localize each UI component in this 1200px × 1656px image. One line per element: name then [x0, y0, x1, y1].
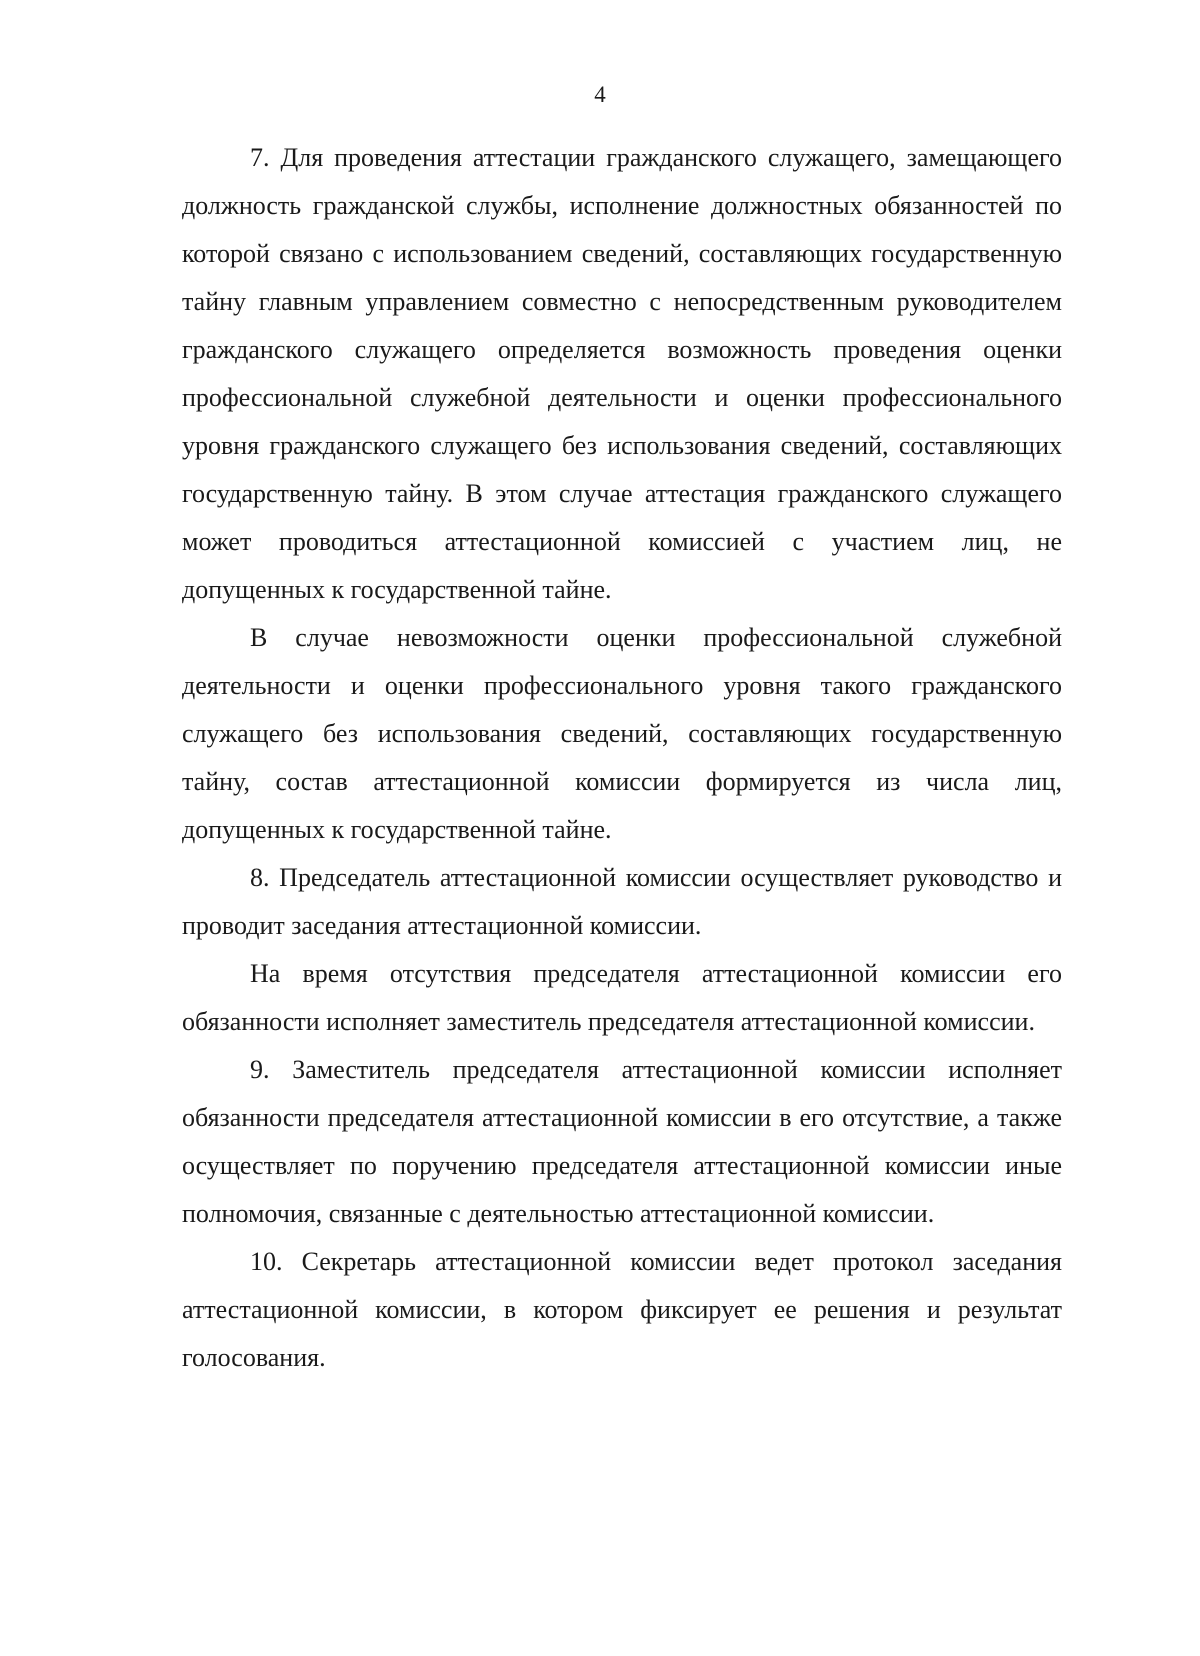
- paragraph-10: 10. Секретарь аттестационной комиссии ведет протокол заседания аттестационной комиссии, в котором фиксирует ее решения и результат голосования.: [182, 1247, 1062, 1372]
- document-body: [182, 134, 1062, 1382]
- paragraph-8-continuation: На время отсутствия председателя аттестационной комиссии его обязанности исполняет заместитель председателя аттестационной комиссии.: [182, 959, 1062, 1036]
- page-number: 4: [594, 82, 606, 107]
- paragraph-7-continuation: В случае невозможности оценки профессиональной служебной деятельности и оценки профессионального уровня такого гражданского служащего без использования сведений, составляющих государственную тайну, состав аттестационной комиссии формируется из числа лиц, допущенных к государственной тайне.: [182, 623, 1062, 844]
- paragraph-7: 7. Для проведения аттестации гражданского служащего, замещающего должность гражданской службы, исполнение должностных обязанностей по которой связано с использованием сведений, составляющих государственную тайну главным управлением совместно с непосредственным руководителем гражданского служащего определяется возможность проведения оценки профессиональной служебной деятельности и оценки профессионального уровня гражданского служащего без использования сведений, составляющих государственную тайну. В этом случае аттестация гражданского служащего может проводиться аттестационной комиссией с участием лиц, не допущенных к государственной тайне.: [182, 143, 1062, 604]
- paragraph-9: 9. Заместитель председателя аттестационной комиссии исполняет обязанности председателя аттестационной комиссии в его отсутствие, а также осуществляет по поручению председателя аттестационной комиссии иные полномочия, связанные с деятельностью аттестационной комиссии.: [182, 1055, 1062, 1228]
- paragraph-8: 8. Председатель аттестационной комиссии осуществляет руководство и проводит заседания аттестационной комиссии.: [182, 863, 1062, 940]
